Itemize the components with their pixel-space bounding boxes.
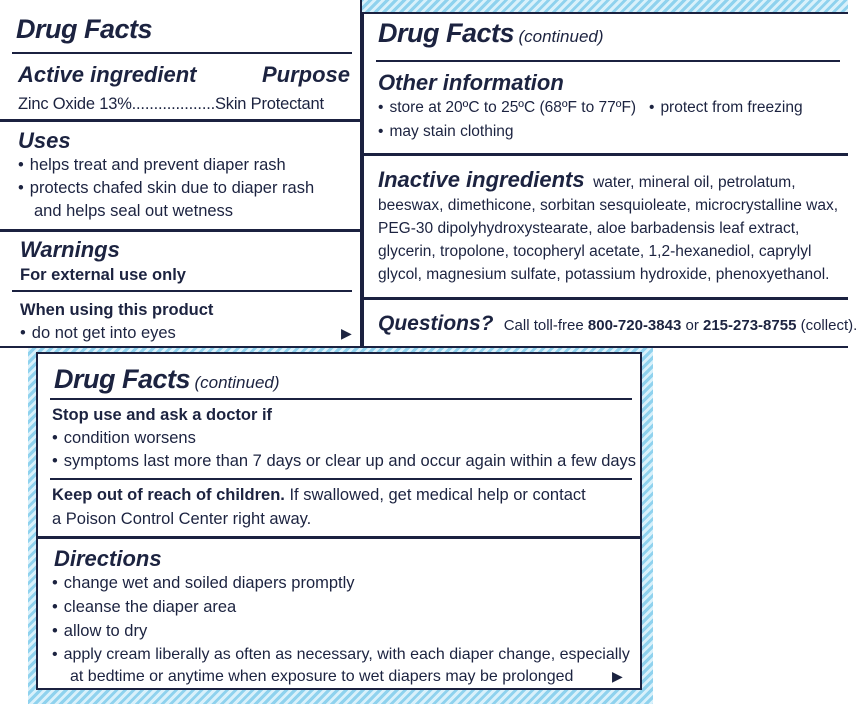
panel-1-divider-1 bbox=[0, 119, 360, 122]
panel-1-title-rule bbox=[12, 52, 352, 54]
uses-item-continuation: and helps seal out wetness bbox=[34, 202, 234, 220]
panel-2-title-row bbox=[378, 18, 604, 49]
questions-or: or bbox=[685, 317, 699, 334]
keep-out-text: If swallowed, get medical help or contact bbox=[289, 486, 586, 504]
uses-item: • helps treat and prevent diaper rash bbox=[18, 154, 286, 177]
directions-heading: Directions bbox=[54, 546, 162, 571]
panel-2-divider-1 bbox=[364, 153, 848, 156]
ingredient-line: Zinc Oxide 13%...................Skin Protectant bbox=[18, 95, 324, 113]
active-ingredient-heading: Active ingredient bbox=[18, 62, 197, 87]
questions-line bbox=[378, 312, 857, 336]
panel-3-title: Drug Facts bbox=[54, 364, 191, 394]
phone-number-1: 800-720-3843 bbox=[587, 317, 682, 334]
panel-1-divider-2 bbox=[0, 229, 360, 232]
keep-out-line-1 bbox=[52, 484, 586, 507]
other-info-item: • may stain clothing bbox=[378, 120, 514, 143]
stop-use-item: • condition worsens bbox=[52, 427, 196, 450]
inactive-line: PEG-30 dipolyhydroxystearate, aloe barbadensis leaf extract, bbox=[378, 220, 800, 237]
panel-1-divider-3 bbox=[12, 290, 352, 292]
inactive-line: beeswax, dimethicone, sorbitan sesquioleate, microcrystalline wax, bbox=[378, 197, 839, 214]
directions-item: • allow to dry bbox=[52, 620, 147, 643]
continue-arrow-icon: ▶ bbox=[341, 325, 352, 341]
continue-arrow-icon: ▶ bbox=[612, 668, 623, 684]
questions-prefix: Call toll-free bbox=[503, 317, 584, 334]
warnings-heading: Warnings bbox=[20, 237, 120, 262]
other-information-heading: Other information bbox=[378, 70, 564, 95]
drug-facts-panel-1 bbox=[0, 0, 362, 348]
inactive-line: glycerin, tropolone, tocopheryl acetate, 1,2-hexanediol, caprylyl bbox=[378, 243, 812, 260]
panel-3-title-row bbox=[54, 364, 280, 395]
panel-2-continued: (continued) bbox=[518, 27, 604, 46]
when-using-heading: When using this product bbox=[20, 301, 214, 319]
inactive-ingredients-first-line bbox=[378, 167, 796, 194]
stop-use-heading: Stop use and ask a doctor if bbox=[52, 406, 273, 424]
panel-3-title-rule bbox=[50, 398, 632, 400]
uses-item: • protects chafed skin due to diaper rash bbox=[18, 177, 314, 200]
directions-item-continuation: at bedtime or anytime when exposure to wet diapers may be prolonged bbox=[70, 668, 574, 685]
panel-3-divider-2 bbox=[38, 536, 640, 539]
panel-2-title: Drug Facts bbox=[378, 18, 515, 48]
uses-heading: Uses bbox=[18, 128, 71, 153]
questions-collect: (collect). bbox=[800, 317, 857, 334]
purpose-heading: Purpose bbox=[262, 62, 351, 87]
directions-item: • apply cream liberally as often as necessary, with each diaper change, especially bbox=[52, 643, 630, 666]
inactive-ingredients-heading: Inactive ingredients bbox=[378, 167, 585, 192]
panel-2-divider-2 bbox=[364, 297, 848, 300]
questions-heading: Questions? bbox=[378, 312, 494, 335]
keep-out-heading: Keep out of reach of children. bbox=[52, 486, 285, 504]
stop-use-item: • symptoms last more than 7 days or clear up and occur again within a few days bbox=[52, 450, 636, 473]
inactive-line: glycol, magnesium sulfate, potassium hydroxide, phenoxyethanol. bbox=[378, 266, 830, 283]
keep-out-line-2: a Poison Control Center right away. bbox=[52, 510, 312, 528]
external-use-line: For external use only bbox=[20, 266, 186, 284]
directions-item: • cleanse the diaper area bbox=[52, 596, 236, 619]
inactive-line: water, mineral oil, petrolatum, bbox=[593, 174, 796, 191]
panel-2-title-rule bbox=[376, 60, 840, 62]
directions-item: • change wet and soiled diapers promptly bbox=[52, 572, 355, 595]
panel-1-title: Drug Facts bbox=[16, 14, 153, 44]
panel-3-continued: (continued) bbox=[194, 373, 280, 392]
when-using-item: • do not get into eyes bbox=[20, 322, 176, 345]
phone-number-2: 215-273-8755 bbox=[703, 317, 797, 334]
other-info-item: • store at 20ºC to 25ºC (68ºF to 77ºF) bbox=[378, 96, 636, 119]
other-info-item: • protect from freezing bbox=[649, 96, 803, 119]
drug-facts-panel-3 bbox=[36, 352, 642, 690]
panel-3-divider-1 bbox=[50, 478, 632, 480]
drug-facts-panel-2 bbox=[362, 12, 857, 348]
